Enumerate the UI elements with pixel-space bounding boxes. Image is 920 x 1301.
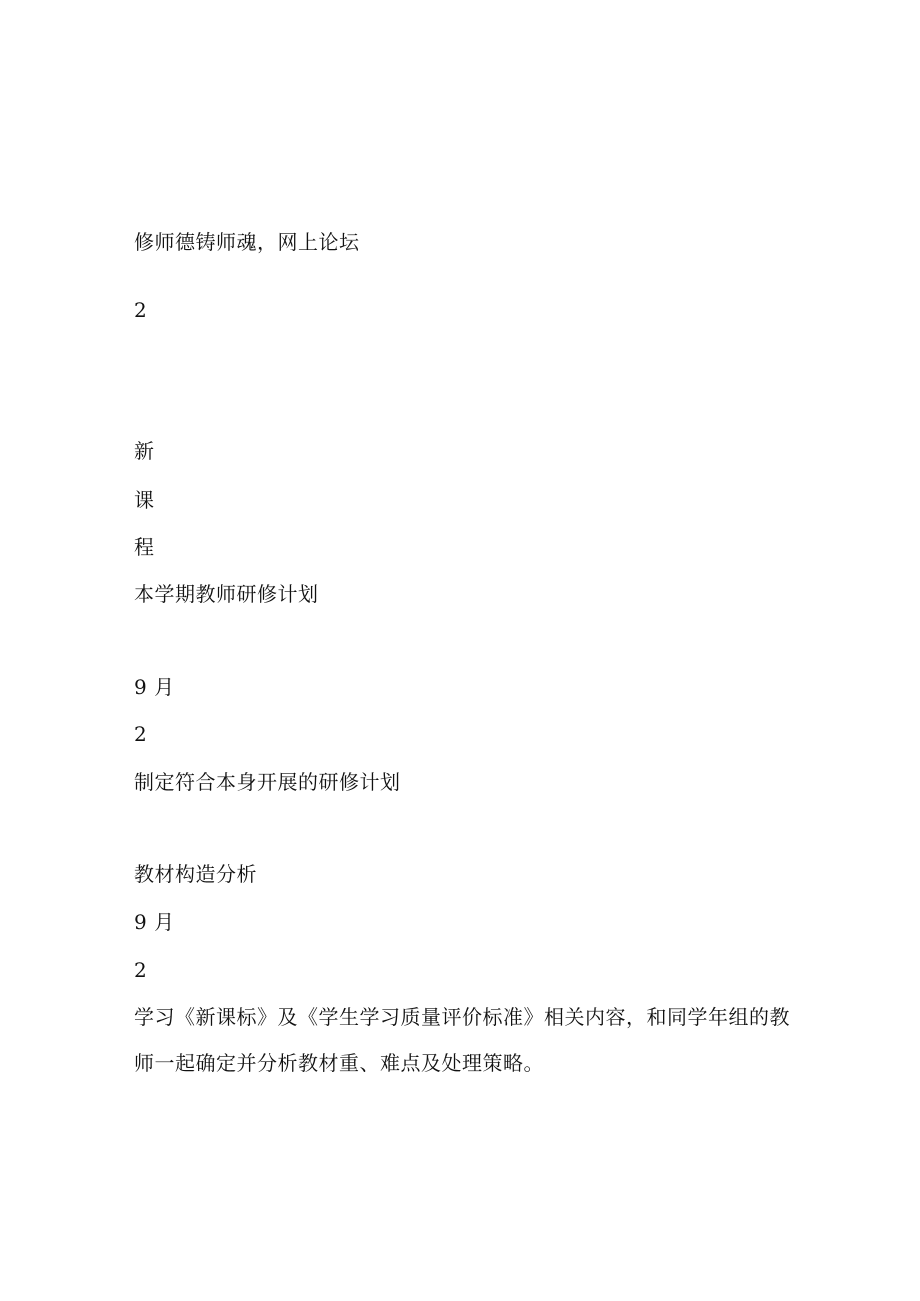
text-line: 新 — [134, 439, 155, 463]
text-line: 程 — [134, 535, 155, 559]
text-line: 本学期教师研修计划 — [134, 582, 319, 606]
text-line: 9 月 — [134, 910, 175, 934]
text-line: 课 — [134, 488, 155, 512]
text-line: 师一起确定并分析教材重、难点及处理策略。 — [134, 1051, 544, 1075]
text-line: 9 月 — [134, 675, 175, 699]
text-line: 学习《新课标》及《学生学习质量评价标准》相关内容，和同学年组的教 — [134, 1005, 790, 1029]
text-line: 修师德铸师魂，网上论坛 — [134, 230, 360, 254]
text-line: 2 — [134, 298, 148, 322]
text-line: 制定符合本身开展的研修计划 — [134, 770, 401, 794]
text-line: 2 — [134, 958, 148, 982]
text-line: 教材构造分析 — [134, 862, 257, 886]
text-line: 2 — [134, 722, 148, 746]
